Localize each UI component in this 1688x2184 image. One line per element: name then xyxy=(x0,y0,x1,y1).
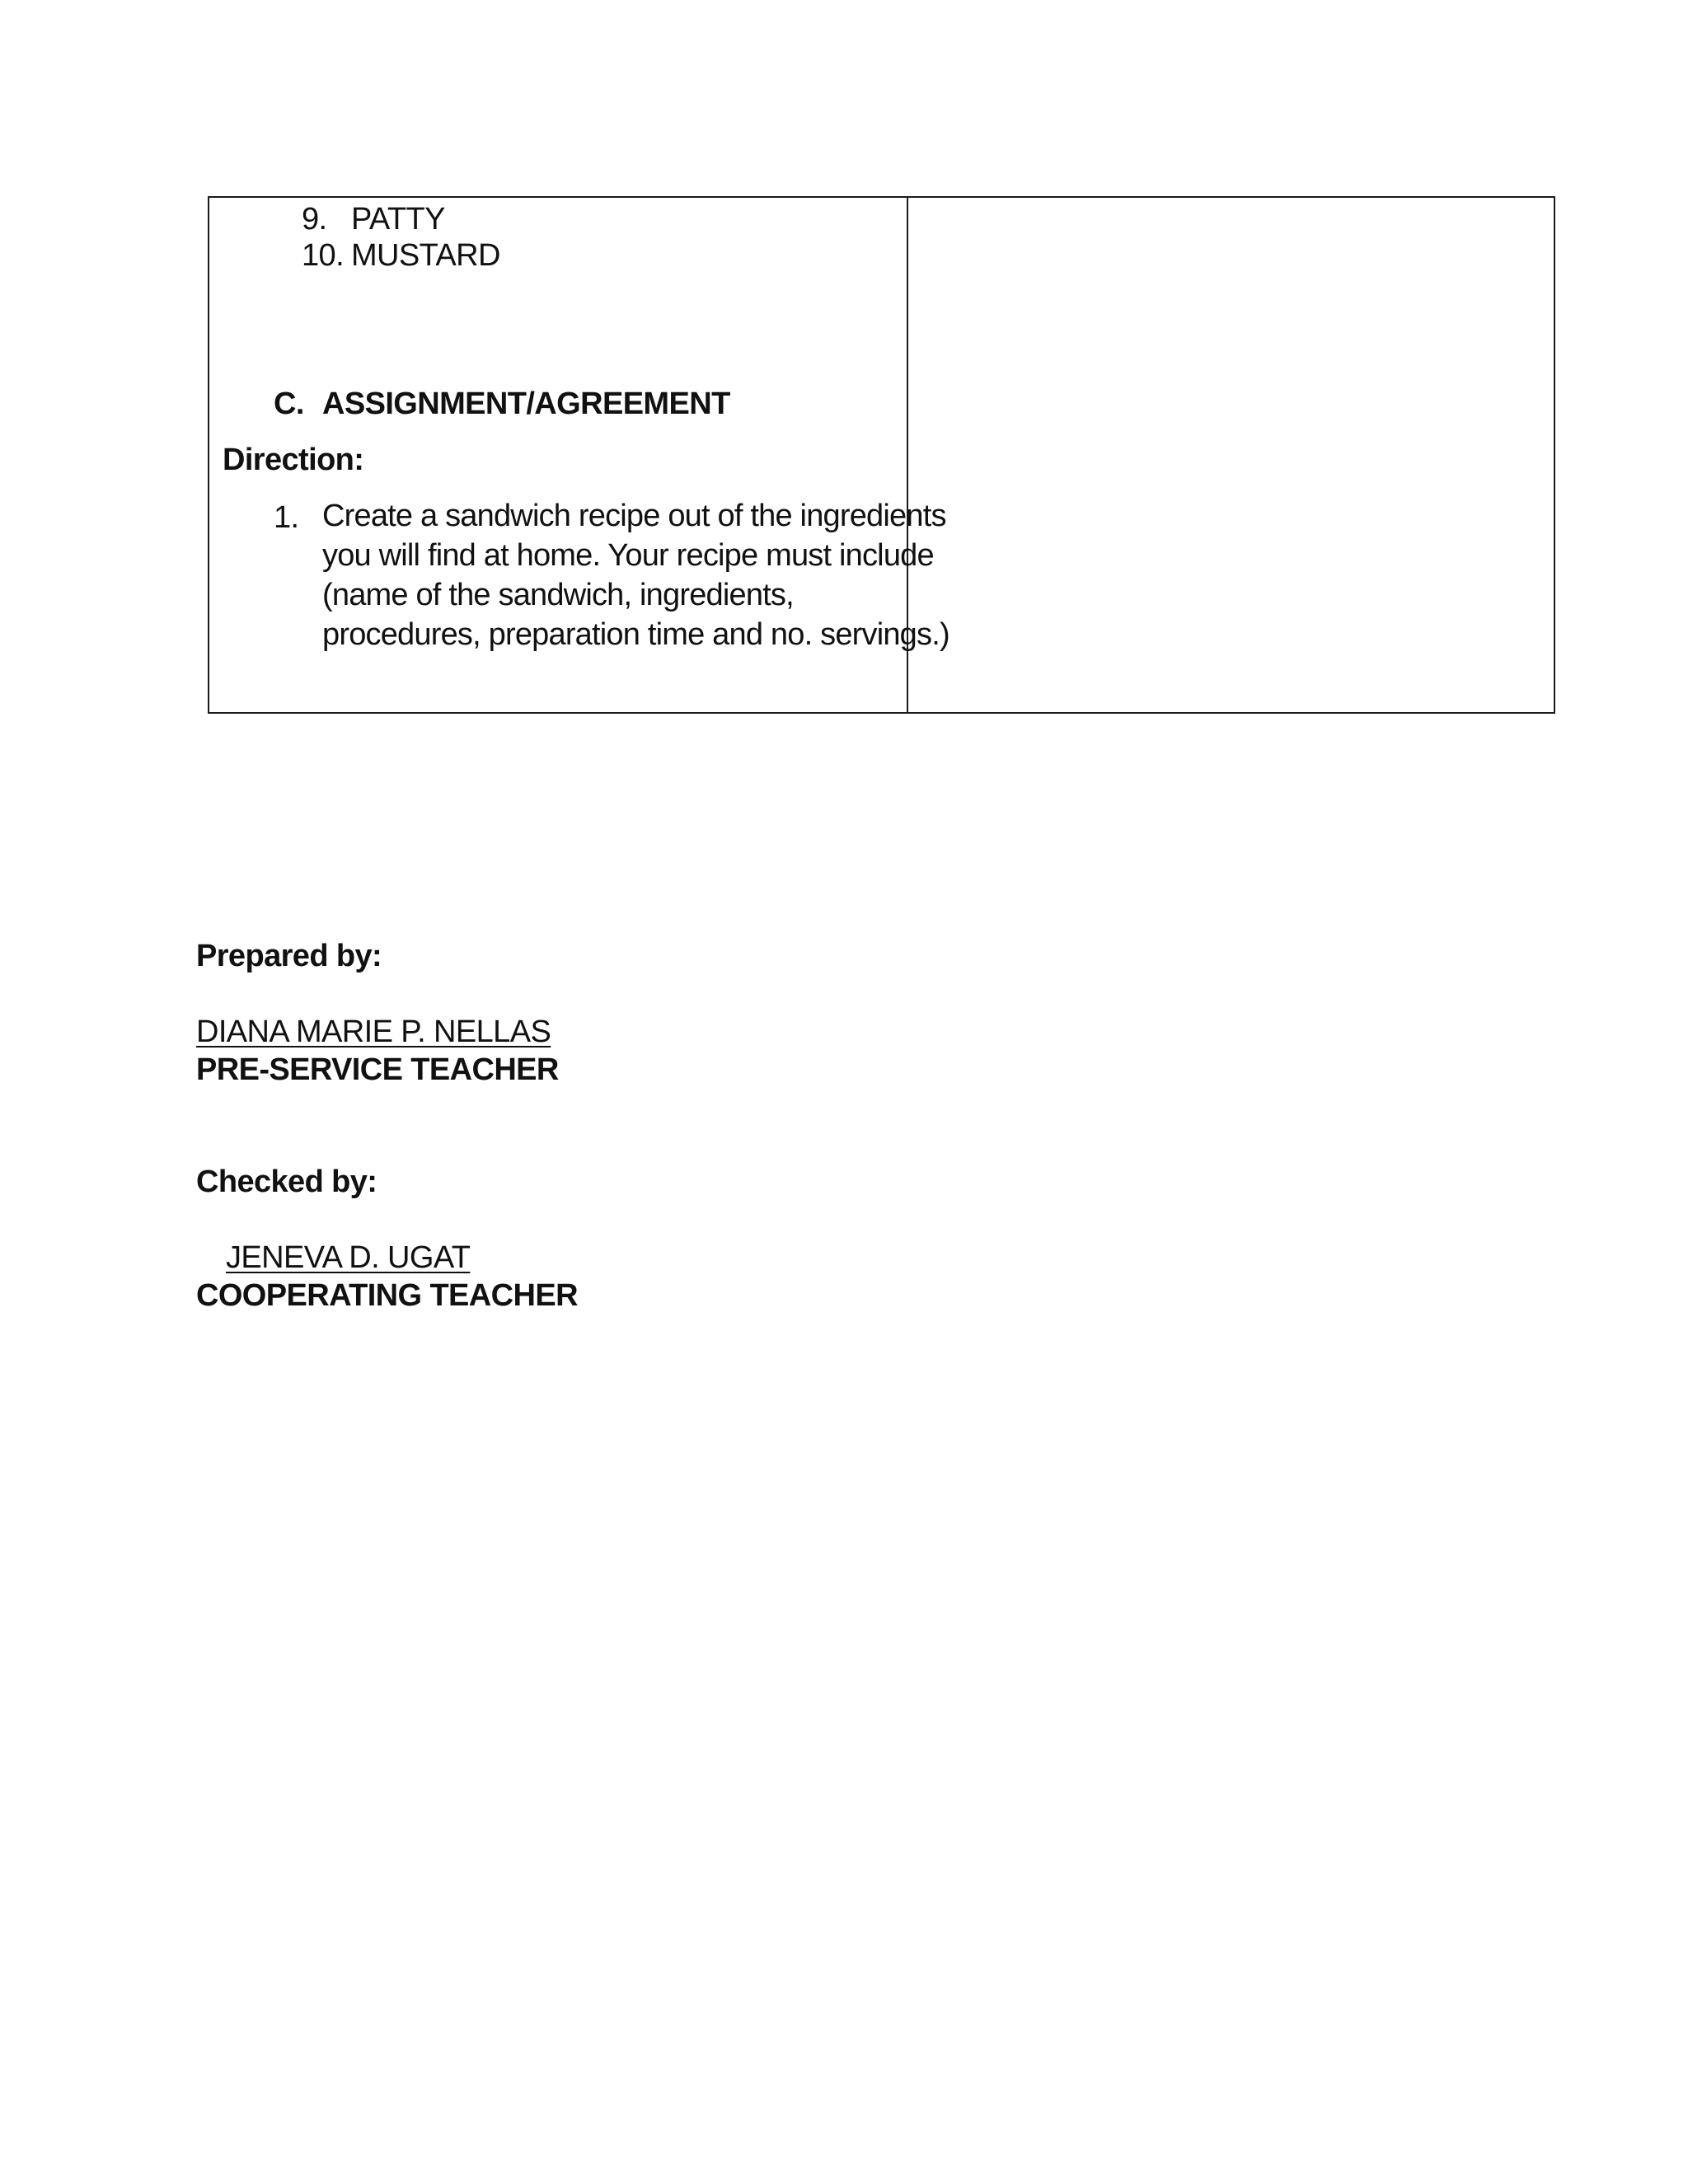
preparer-title: PRE-SERVICE TEACHER xyxy=(196,1052,559,1087)
empty-remarks-column xyxy=(908,198,1554,712)
task-text-line: procedures, preparation time and no. servings.) xyxy=(322,617,950,652)
task-text-line: (name of the sandwich, ingredients, xyxy=(322,578,794,612)
ingredient-number: 10. xyxy=(302,238,345,273)
prepared-by-label: Prepared by: xyxy=(196,939,382,973)
direction-label: Direction: xyxy=(223,443,364,477)
preparer-name: DIANA MARIE P. NELLAS xyxy=(196,1015,551,1049)
checker-name: JENEVA D. UGAT xyxy=(226,1240,471,1275)
lesson-plan-table xyxy=(208,196,1555,714)
section-heading: ASSIGNMENT/AGREEMENT xyxy=(322,387,730,421)
procedure-column xyxy=(209,198,950,712)
checked-by-label: Checked by: xyxy=(196,1165,377,1199)
task-number: 1. xyxy=(274,500,299,535)
ingredient-item: MUSTARD xyxy=(351,238,500,273)
checker-title: COOPERATING TEACHER xyxy=(196,1278,578,1313)
ingredient-item: PATTY xyxy=(351,202,445,237)
task-text-line: you will find at home. Your recipe must include xyxy=(322,538,934,573)
section-letter: C. xyxy=(274,387,304,421)
task-text-line: Create a sandwich recipe out of the ingredients xyxy=(322,499,946,533)
ingredient-number: 9. xyxy=(302,202,327,237)
